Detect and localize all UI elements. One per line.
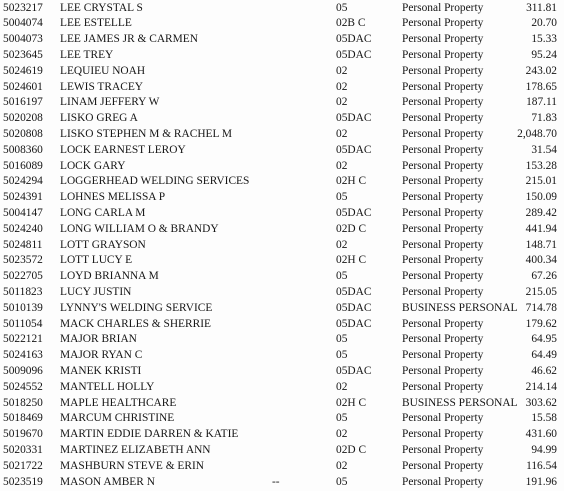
table-row bbox=[0, 348, 564, 363]
account-number: 5023572 bbox=[3, 254, 43, 267]
account-number: 5004074 bbox=[3, 17, 43, 30]
account-number: 5024163 bbox=[3, 349, 43, 362]
amount-due: 243.02 bbox=[525, 64, 557, 77]
owner-name: LOTT GRAYSON bbox=[60, 238, 146, 251]
amount-due: 215.01 bbox=[525, 175, 557, 188]
property-type: Personal Property bbox=[402, 64, 484, 77]
amount-due: 116.54 bbox=[526, 459, 557, 472]
table-row bbox=[0, 332, 564, 347]
amount-due: 31.54 bbox=[531, 143, 557, 156]
district-code: 05DAC bbox=[336, 285, 372, 298]
property-type: Personal Property bbox=[402, 80, 484, 93]
district-code: 02 bbox=[336, 80, 348, 93]
table-row bbox=[0, 48, 564, 63]
table-row bbox=[0, 427, 564, 442]
property-type: Personal Property bbox=[402, 1, 484, 14]
account-number: 5004073 bbox=[3, 33, 43, 46]
table-row bbox=[0, 269, 564, 284]
amount-due: 214.14 bbox=[525, 380, 557, 393]
owner-name: LISKO GREG A bbox=[60, 112, 138, 125]
district-code: 05 bbox=[336, 333, 348, 346]
property-type: Personal Property bbox=[402, 412, 484, 425]
district-code: 05DAC bbox=[336, 143, 372, 156]
account-number: 5021722 bbox=[3, 459, 43, 472]
account-number: 5019670 bbox=[3, 428, 43, 441]
table-row bbox=[0, 238, 564, 253]
property-type: Personal Property bbox=[402, 206, 484, 219]
table-row bbox=[0, 159, 564, 174]
amount-due: 153.28 bbox=[525, 159, 557, 172]
amount-due: 148.71 bbox=[525, 238, 557, 251]
owner-name: LOHNES MELISSA P bbox=[60, 191, 166, 204]
account-number: 5023217 bbox=[3, 1, 43, 14]
district-code: 02H C bbox=[336, 396, 367, 409]
amount-due: 400.34 bbox=[525, 254, 557, 267]
district-code: 05 bbox=[336, 412, 348, 425]
owner-name: MAJOR RYAN C bbox=[60, 349, 143, 362]
owner-name: MANEK KRISTI bbox=[60, 364, 142, 377]
table-row bbox=[0, 1, 564, 16]
account-number: 5022121 bbox=[3, 333, 43, 346]
property-type: Personal Property bbox=[402, 48, 484, 61]
district-code: 02D C bbox=[336, 222, 367, 235]
account-number: 5024811 bbox=[3, 238, 43, 251]
property-type: Personal Property bbox=[402, 17, 484, 30]
district-code: 02 bbox=[336, 159, 348, 172]
table-row bbox=[0, 475, 564, 490]
table-row bbox=[0, 380, 564, 395]
table-row bbox=[0, 206, 564, 221]
amount-due: 15.58 bbox=[531, 412, 557, 425]
property-type: Personal Property bbox=[402, 127, 484, 140]
owner-name: MARTIN EDDIE DARREN & KATIE bbox=[60, 428, 239, 441]
owner-name: LONG CARLA M bbox=[60, 206, 146, 219]
owner-name: MACK CHARLES & SHERRIE bbox=[60, 317, 211, 330]
district-code: 02D C bbox=[336, 443, 367, 456]
account-number: 5024619 bbox=[3, 64, 43, 77]
property-type: BUSINESS PERSONAL bbox=[402, 396, 518, 409]
district-code: 05DAC bbox=[336, 317, 372, 330]
district-code: 05 bbox=[336, 349, 348, 362]
amount-due: 311.81 bbox=[526, 1, 557, 14]
district-code: 05 bbox=[336, 191, 348, 204]
property-type: Personal Property bbox=[402, 175, 484, 188]
account-number: 5010139 bbox=[3, 301, 43, 314]
amount-due: 441.94 bbox=[525, 222, 557, 235]
property-type: BUSINESS PERSONAL bbox=[402, 301, 518, 314]
account-number: 5016197 bbox=[3, 96, 43, 109]
property-type: Personal Property bbox=[402, 159, 484, 172]
owner-name: MARCUM CHRISTINE bbox=[60, 412, 175, 425]
amount-due: 179.62 bbox=[525, 317, 557, 330]
table-row bbox=[0, 32, 564, 47]
table-row bbox=[0, 95, 564, 110]
property-type: Personal Property bbox=[402, 443, 484, 456]
district-code: 02 bbox=[336, 64, 348, 77]
amount-due: 46.62 bbox=[531, 364, 557, 377]
amount-due: 215.05 bbox=[525, 285, 557, 298]
district-code: 02 bbox=[336, 459, 348, 472]
property-type: Personal Property bbox=[402, 380, 484, 393]
property-type: Personal Property bbox=[402, 475, 484, 488]
property-type: Personal Property bbox=[402, 191, 484, 204]
amount-due: 64.49 bbox=[531, 349, 557, 362]
district-code: 02 bbox=[336, 96, 348, 109]
owner-name: LOTT LUCY E bbox=[60, 254, 133, 267]
property-type: Personal Property bbox=[402, 33, 484, 46]
owner-name: LEE CRYSTAL S bbox=[60, 1, 143, 14]
account-number: 5024552 bbox=[3, 380, 43, 393]
amount-due: 20.70 bbox=[531, 17, 557, 30]
district-code: 05DAC bbox=[336, 33, 372, 46]
table-row bbox=[0, 411, 564, 426]
table-row bbox=[0, 317, 564, 332]
property-type: Personal Property bbox=[402, 285, 484, 298]
account-number: 5023519 bbox=[3, 475, 43, 488]
owner-name: LOCK GARY bbox=[60, 159, 126, 172]
owner-name: LUCY JUSTIN bbox=[60, 285, 132, 298]
table-row bbox=[0, 127, 564, 142]
owner-name: LEE ESTELLE bbox=[60, 17, 132, 30]
district-code: 05DAC bbox=[336, 301, 372, 314]
account-number: 5020331 bbox=[3, 443, 43, 456]
table-row bbox=[0, 396, 564, 411]
account-number: 5023645 bbox=[3, 48, 43, 61]
account-number: 5008360 bbox=[3, 143, 43, 156]
district-code: 05DAC bbox=[336, 364, 372, 377]
table-row bbox=[0, 459, 564, 474]
owner-name: LISKO STEPHEN M & RACHEL M bbox=[60, 127, 233, 140]
property-type: Personal Property bbox=[402, 143, 484, 156]
amount-due: 303.62 bbox=[525, 396, 557, 409]
account-number: 5018250 bbox=[3, 396, 43, 409]
amount-due: 67.26 bbox=[531, 270, 557, 283]
property-type: Personal Property bbox=[402, 459, 484, 472]
amount-due: 714.78 bbox=[525, 301, 557, 314]
owner-name: LONG WILLIAM O & BRANDY bbox=[60, 222, 219, 235]
table-row bbox=[0, 190, 564, 205]
owner-name: MANTELL HOLLY bbox=[60, 380, 155, 393]
owner-name: LOGGERHEAD WELDING SERVICES bbox=[60, 175, 250, 188]
account-number: 5020208 bbox=[3, 112, 43, 125]
table-row bbox=[0, 174, 564, 189]
property-type: Personal Property bbox=[402, 270, 484, 283]
owner-name: LEWIS TRACEY bbox=[60, 80, 143, 93]
account-number: 5022705 bbox=[3, 270, 43, 283]
amount-due: 95.24 bbox=[531, 48, 557, 61]
amount-due: 2,048.70 bbox=[517, 127, 557, 140]
district-code: 05 bbox=[336, 475, 348, 488]
property-type: Personal Property bbox=[402, 96, 484, 109]
property-type: Personal Property bbox=[402, 333, 484, 346]
table-row bbox=[0, 111, 564, 126]
district-code: 02 bbox=[336, 238, 348, 251]
row-mark: -- bbox=[272, 475, 280, 488]
owner-name: MAPLE HEALTHCARE bbox=[60, 396, 177, 409]
account-number: 5011054 bbox=[3, 317, 43, 330]
amount-due: 15.33 bbox=[531, 33, 557, 46]
account-number: 5004147 bbox=[3, 206, 43, 219]
account-number: 5018469 bbox=[3, 412, 43, 425]
district-code: 05 bbox=[336, 1, 348, 14]
account-number: 5011823 bbox=[3, 285, 43, 298]
table-row bbox=[0, 285, 564, 300]
table-row bbox=[0, 80, 564, 95]
amount-due: 71.83 bbox=[531, 112, 557, 125]
property-type: Personal Property bbox=[402, 364, 484, 377]
owner-name: LINAM JEFFERY W bbox=[60, 96, 160, 109]
property-type: Personal Property bbox=[402, 254, 484, 267]
district-code: 02 bbox=[336, 380, 348, 393]
owner-name: LOYD BRIANNA M bbox=[60, 270, 159, 283]
amount-due: 64.95 bbox=[531, 333, 557, 346]
owner-name: LOCK EARNEST LEROY bbox=[60, 143, 186, 156]
table-row bbox=[0, 443, 564, 458]
account-number: 5020808 bbox=[3, 127, 43, 140]
owner-name: MASHBURN STEVE & ERIN bbox=[60, 459, 204, 472]
owner-name: MASON AMBER N bbox=[60, 475, 155, 488]
table-row bbox=[0, 143, 564, 158]
district-code: 02 bbox=[336, 428, 348, 441]
amount-due: 187.11 bbox=[526, 96, 557, 109]
district-code: 02H C bbox=[336, 254, 367, 267]
amount-due: 191.96 bbox=[525, 475, 557, 488]
account-number: 5009096 bbox=[3, 364, 43, 377]
account-number: 5024240 bbox=[3, 222, 43, 235]
district-code: 02 bbox=[336, 127, 348, 140]
district-code: 02B C bbox=[336, 17, 366, 30]
table-row bbox=[0, 222, 564, 237]
district-code: 05DAC bbox=[336, 112, 372, 125]
amount-due: 289.42 bbox=[525, 206, 557, 219]
account-number: 5024601 bbox=[3, 80, 43, 93]
owner-name: LEE JAMES JR & CARMEN bbox=[60, 33, 198, 46]
table-row bbox=[0, 16, 564, 31]
table-row bbox=[0, 253, 564, 268]
table-row bbox=[0, 301, 564, 316]
amount-due: 150.09 bbox=[525, 191, 557, 204]
owner-name: LYNNY'S WELDING SERVICE bbox=[60, 301, 213, 314]
property-type: Personal Property bbox=[402, 112, 484, 125]
owner-name: MAJOR BRIAN bbox=[60, 333, 137, 346]
district-code: 05DAC bbox=[336, 48, 372, 61]
table-row bbox=[0, 364, 564, 379]
property-type: Personal Property bbox=[402, 238, 484, 251]
district-code: 05DAC bbox=[336, 206, 372, 219]
property-type: Personal Property bbox=[402, 349, 484, 362]
district-code: 05 bbox=[336, 270, 348, 283]
property-type: Personal Property bbox=[402, 317, 484, 330]
owner-name: MARTINEZ ELIZABETH ANN bbox=[60, 443, 211, 456]
amount-due: 94.99 bbox=[531, 443, 557, 456]
owner-name: LEE TREY bbox=[60, 48, 114, 61]
property-type: Personal Property bbox=[402, 222, 484, 235]
account-number: 5024294 bbox=[3, 175, 43, 188]
account-number: 5016089 bbox=[3, 159, 43, 172]
district-code: 02H C bbox=[336, 175, 367, 188]
amount-due: 431.60 bbox=[525, 428, 557, 441]
table-row bbox=[0, 64, 564, 79]
owner-name: LEQUIEU NOAH bbox=[60, 64, 146, 77]
account-number: 5024391 bbox=[3, 191, 43, 204]
amount-due: 178.65 bbox=[525, 80, 557, 93]
property-type: Personal Property bbox=[402, 428, 484, 441]
